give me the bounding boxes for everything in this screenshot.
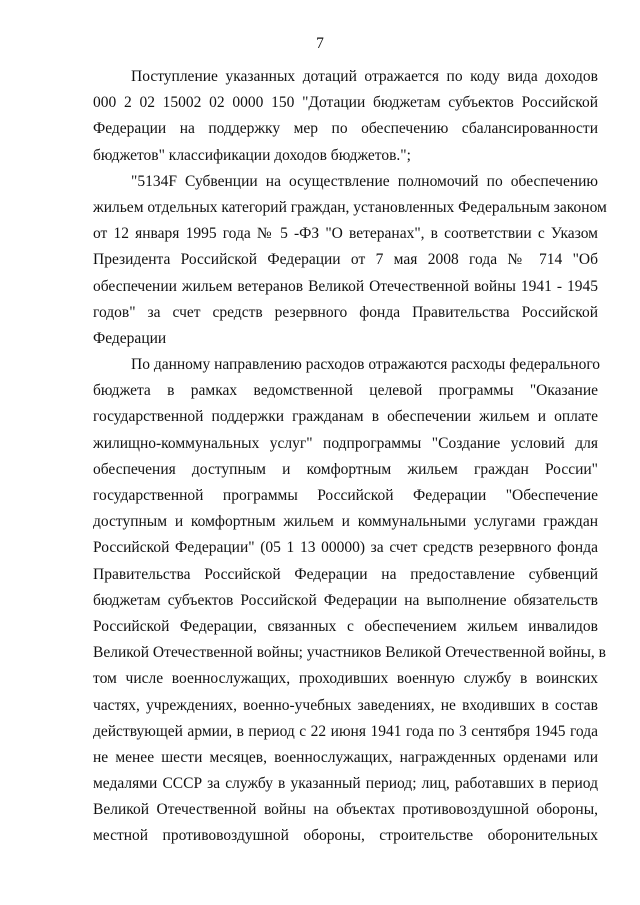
text-line: от 12 января 1995 года № 5 -ФЗ "О ветеранах", в соответствии с Указом: [93, 225, 598, 243]
text-line: государственной программы Российской Федерации "Обеспечение: [93, 487, 598, 504]
document-body: [93, 64, 607, 850]
text-line: "5134F Субвенции на осуществление полномочий по обеспечению: [131, 172, 598, 190]
text-line: Великой Отечественной войны; участников Великой Отечественной войны, в: [93, 644, 606, 662]
text-line: Великой Отечественной войны на объектах противовоздушной обороны,: [93, 801, 598, 819]
text-line: государственной поддержки гражданам в обеспечении жильем и оплате: [93, 408, 598, 426]
text-line: жилищно-коммунальных услуг" подпрограммы "Создание условий для: [93, 434, 598, 452]
text-line: том числе военнослужащих, проходивших военную службу в воинских: [93, 670, 598, 688]
text-line: Правительства Российской Федерации на предоставление субвенций: [93, 565, 598, 583]
text-line: местной противовоздушной обороны, строительстве оборонительных: [93, 827, 598, 845]
text-line: не менее шести месяцев, военнослужащих, награжденных орденами или: [93, 748, 598, 766]
text-line: Федерации: [93, 329, 167, 347]
text-line: обеспечения доступным и комфортным жильем граждан России": [93, 460, 598, 478]
text-line: По данному направлению расходов отражаются расходы федерального: [131, 356, 601, 374]
page-number: 7: [316, 35, 324, 52]
text-line: бюджетам субъектов Российской Федерации на выполнение обязательств: [93, 591, 598, 609]
text-line: бюджетов" классификации доходов бюджетов.";: [93, 146, 411, 164]
text-line: Российской Федерации" (05 1 13 00000) за счет средств резервного фонда: [93, 539, 598, 557]
text-line: обеспечении жильем ветеранов Великой Отечественной войны 1941 - 1945: [93, 277, 598, 295]
text-line: бюджета в рамках ведомственной целевой программы "Оказание: [93, 382, 598, 400]
text-line: доступным и комфортным жильем и коммунальными услугами граждан: [93, 513, 598, 531]
text-line: действующей армии, в период с 22 июня 1941 года по 3 сентября 1945 года: [93, 722, 598, 740]
text-line: годов" за счет средств резервного фонда Правительства Российской: [93, 303, 598, 321]
text-line: медалями СССР за службу в указанный период; лиц, работавших в период: [93, 775, 598, 793]
text-line: Поступление указанных дотаций отражается по коду вида доходов: [131, 68, 598, 85]
text-line: Федерации на поддержку мер по обеспечению сбалансированности: [93, 120, 598, 138]
text-line: Российской Федерации, связанных с обеспечением жильем инвалидов: [93, 617, 598, 635]
text-line: Президента Российской Федерации от 7 мая 2008 года № 714 "Об: [93, 251, 598, 269]
text-line: 000 2 02 15002 02 0000 150 "Дотации бюджетам субъектов Российской: [93, 94, 598, 112]
text-line: частях, учреждениях, военно-учебных заведениях, не входивших в состав: [93, 696, 598, 714]
text-line: жильем отдельных категорий граждан, установленных Федеральным законом: [93, 198, 607, 216]
